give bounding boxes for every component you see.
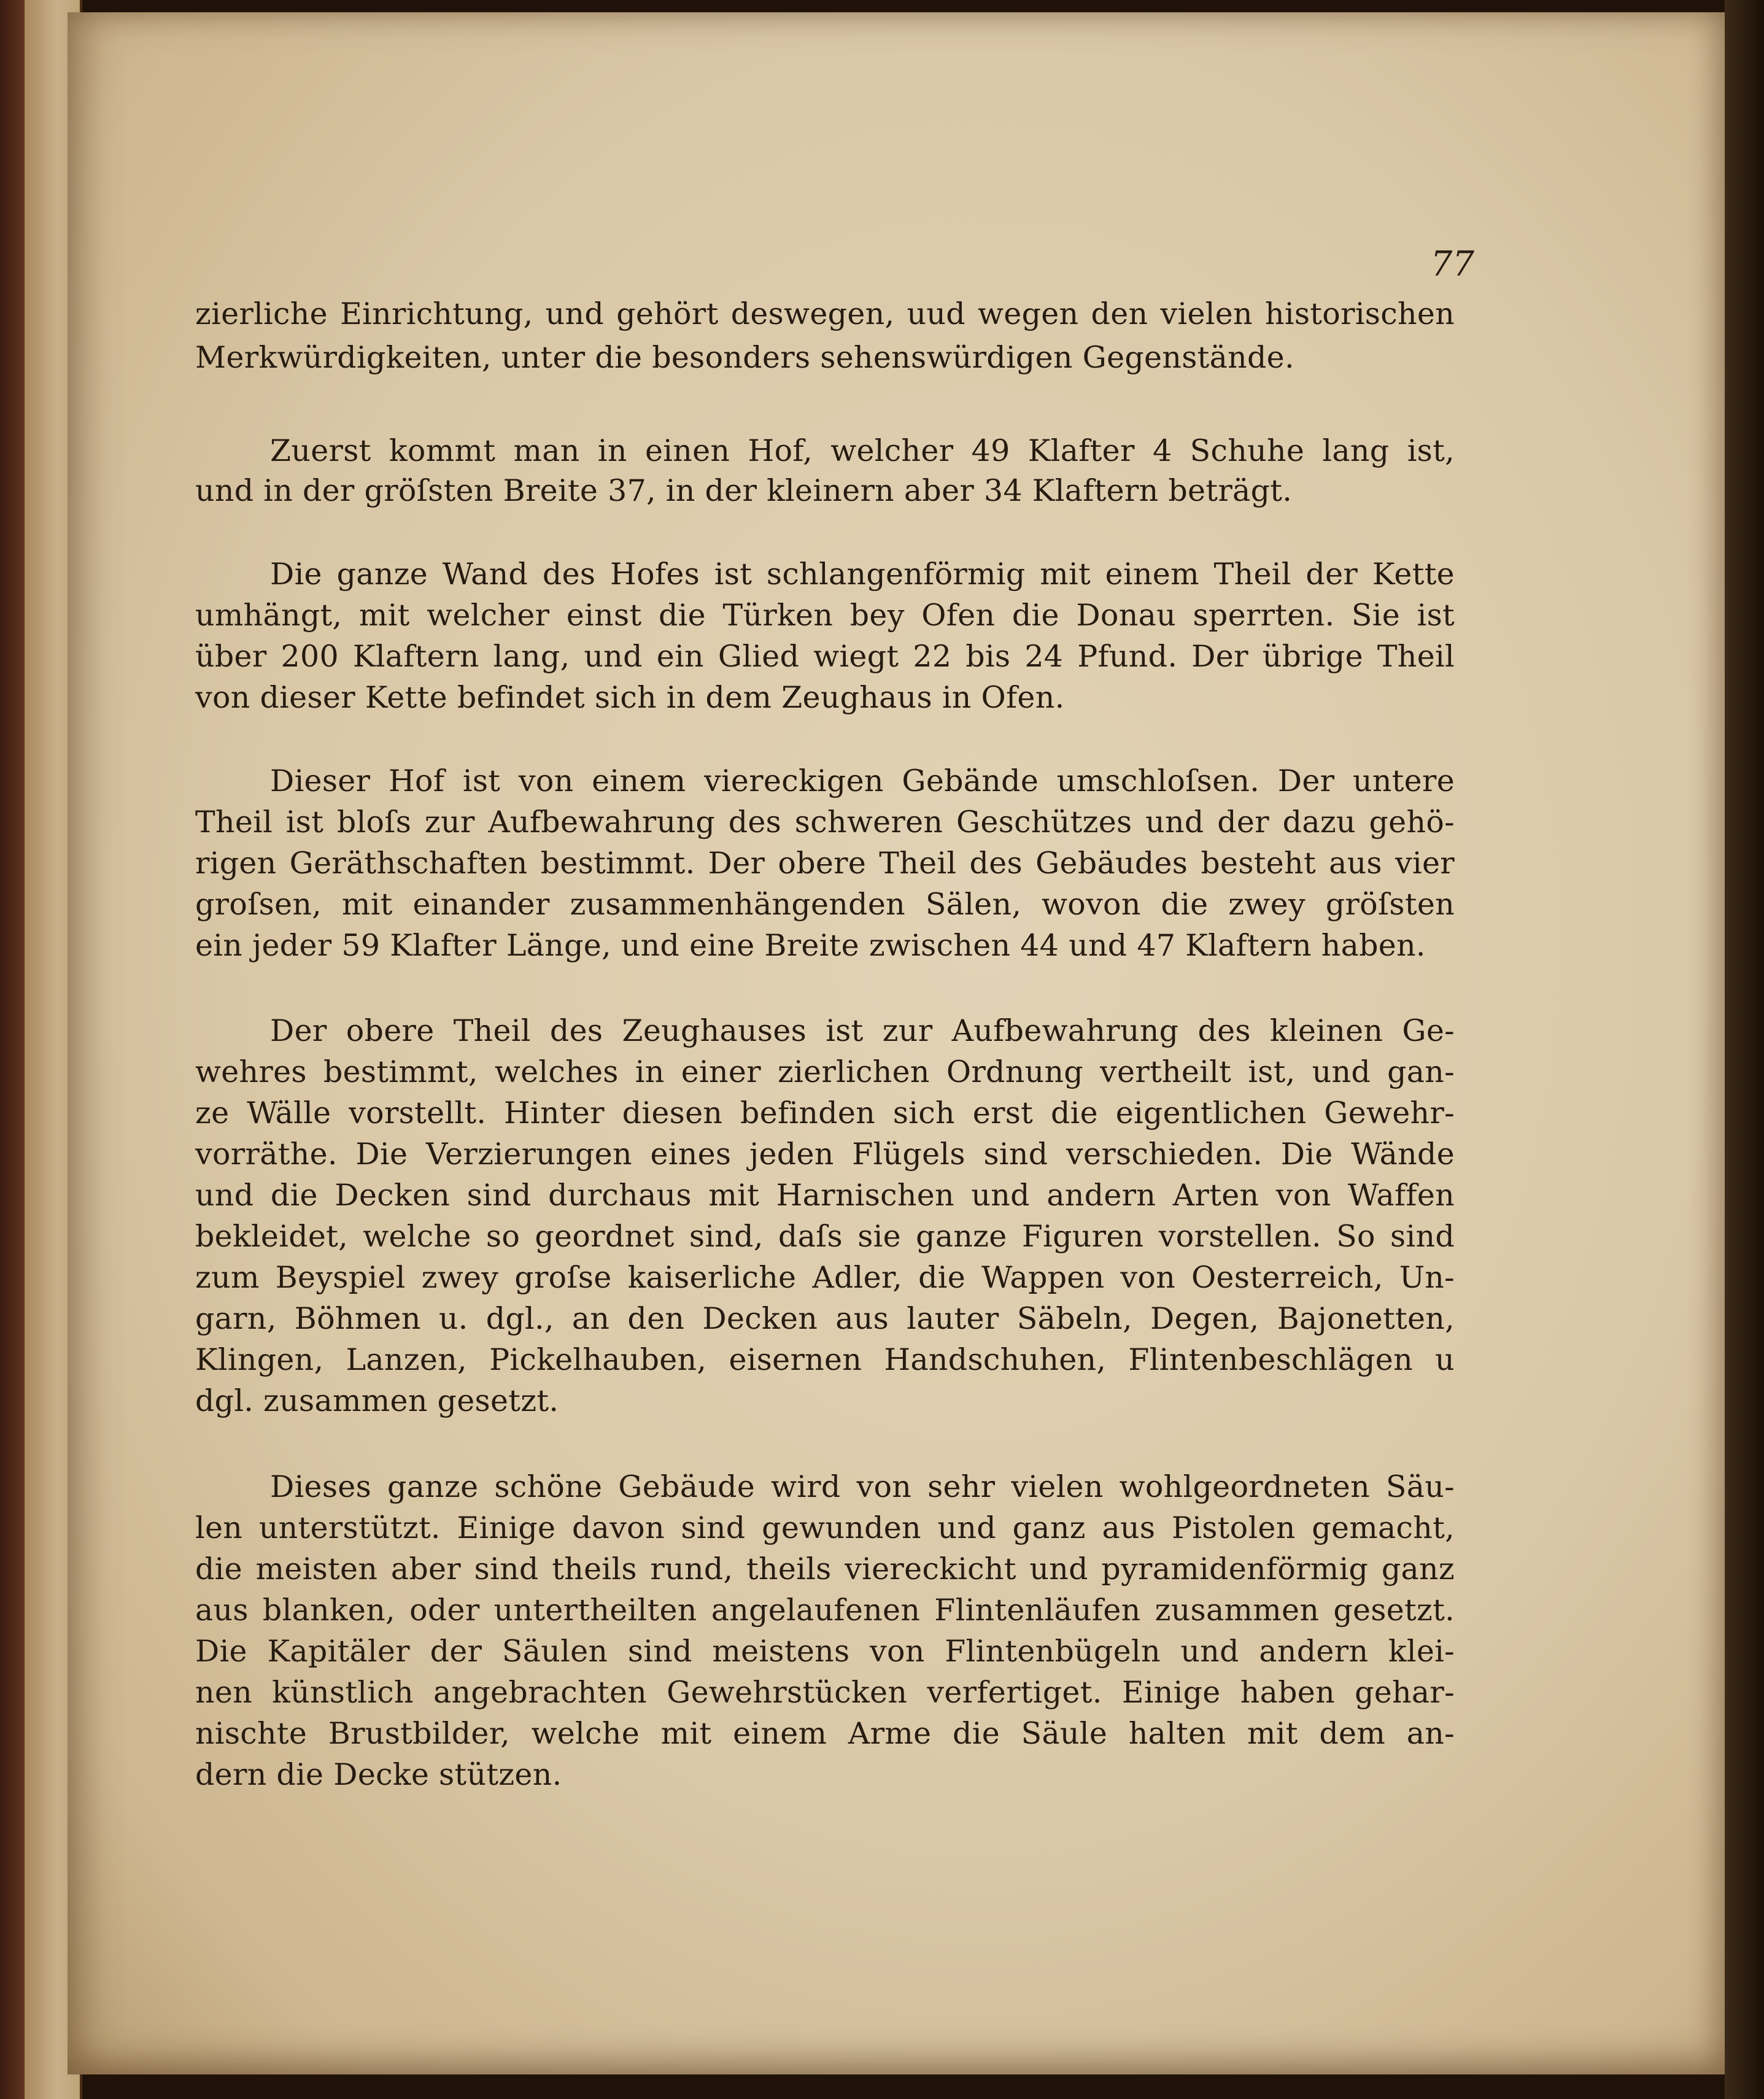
text-line: zum Beyspiel zwey groſse kaiserliche Adler, die Wappen von Oesterreich, Un- [195,1260,1455,1295]
text-line: garn, Böhmen u. dgl., an den Decken aus lauter Säbeln, Degen, Bajonetten, [195,1301,1455,1336]
text-line: Dieser Hof ist von einem viereckigen Gebände umschloſsen. Der untere [270,763,1455,798]
text-line: vorräthe. Die Verzierungen eines jeden Flügels sind verschieden. Die Wände [195,1137,1455,1172]
text-line: über 200 Klaftern lang, und ein Glied wiegt 22 bis 24 Pfund. Der übrige Theil [195,639,1455,674]
text-line: Merkwürdigkeiten, unter die besonders sehenswürdigen Gegenstände. [195,340,1294,375]
text-line: groſsen, mit einander zusammenhängenden Sälen, wovon die zwey gröſsten [195,887,1455,922]
text-line: wehres bestimmt, welches in einer zierlichen Ordnung vertheilt ist, und gan- [195,1054,1455,1089]
scan-right-edge [1725,0,1764,2099]
text-line: bekleidet, welche so geordnet sind, daſs sie ganze Figuren vorstellen. So sind [195,1219,1455,1254]
text-line: nischte Brustbilder, welche mit einem Arme die Säule halten mit dem an- [195,1716,1455,1751]
text-line: Dieses ganze schöne Gebäude wird von sehr vielen wohlgeordneten Säu- [270,1469,1455,1504]
text-line: zierliche Einrichtung, und gehört deswegen, uud wegen den vielen historischen [195,296,1455,331]
page-number: 77 [1430,244,1474,284]
text-line: die meisten aber sind theils rund, theils viereckicht und pyramidenförmig ganz [195,1552,1455,1587]
text-line: und in der gröſsten Breite 37, in der kleinern aber 34 Klaftern beträgt. [195,473,1293,508]
text-line: len unterstützt. Einige davon sind gewunden und ganz aus Pistolen gemacht, [195,1510,1455,1545]
text-line: dgl. zusammen gesetzt. [195,1383,559,1418]
text-line: aus blanken, oder untertheilten angelaufenen Flintenläufen zusammen gesetzt. [195,1593,1455,1628]
text-line: ein jeder 59 Klafter Länge, und eine Breite zwischen 44 und 47 Klaftern haben. [195,928,1426,963]
text-line: Zuerst kommt man in einen Hof, welcher 49 Klafter 4 Schuhe lang ist, [270,433,1455,468]
text-line: Die ganze Wand des Hofes ist schlangenförmig mit einem Theil der Kette [270,557,1455,592]
text-line: und die Decken sind durchaus mit Harnischen und andern Arten von Waffen [195,1178,1455,1213]
text-line: dern die Decke stützen. [195,1757,562,1792]
text-line: Klingen, Lanzen, Pickelhauben, eisernen Handschuhen, Flintenbeschlägen u [195,1342,1455,1377]
text-line: Der obere Theil des Zeughauses ist zur Aufbewahrung des kleinen Ge- [270,1013,1455,1048]
text-line: nen künstlich angebrachten Gewehrstücken verfertiget. Einige haben gehar- [195,1675,1455,1710]
text-line: umhängt, mit welcher einst die Türken bey Ofen die Donau sperrten. Sie ist [195,598,1455,633]
text-line: Theil ist bloſs zur Aufbewahrung des schweren Geschützes und der dazu gehö- [195,805,1455,840]
text-line: rigen Geräthschaften bestimmt. Der obere Theil des Gebäudes besteht aus vier [195,846,1455,881]
text-line: von dieser Kette befindet sich in dem Zeughaus in Ofen. [195,680,1065,715]
text-line: Die Kapitäler der Säulen sind meistens von Flintenbügeln und andern klei- [195,1634,1455,1669]
text-line: ze Wälle vorstellt. Hinter diesen befinden sich erst die eigentlichen Gewehr- [195,1096,1455,1131]
